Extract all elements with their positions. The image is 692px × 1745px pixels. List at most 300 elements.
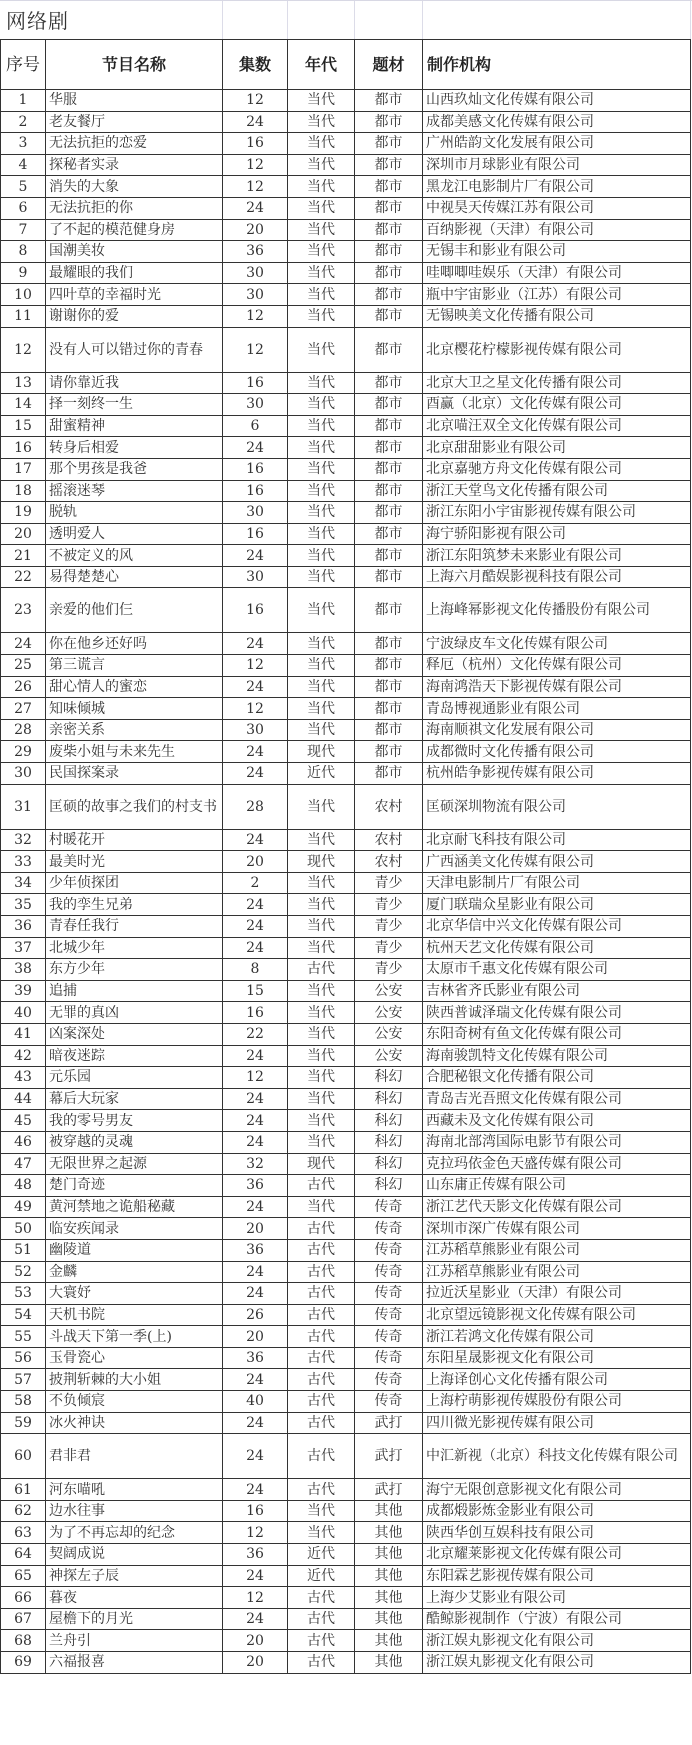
cell-era: 当代 — [288, 133, 355, 155]
table-row — [1, 1326, 691, 1348]
cell-no: 34 — [1, 872, 46, 894]
cell-episodes: 12 — [223, 655, 288, 677]
cell-episodes: 24 — [223, 633, 288, 655]
table-row — [1, 763, 691, 785]
cell-producer: 江苏稻草熊影业有限公司 — [423, 1261, 691, 1283]
table-row — [1, 1347, 691, 1369]
cell-name: 我的孪生兄弟 — [46, 894, 223, 916]
cell-era: 当代 — [288, 458, 355, 480]
cell-no: 37 — [1, 937, 46, 959]
table-row — [1, 1218, 691, 1240]
cell-era: 古代 — [288, 1412, 355, 1434]
cell-name: 边水往事 — [46, 1500, 223, 1522]
cell-name: 幕后大玩家 — [46, 1088, 223, 1110]
cell-era: 当代 — [288, 872, 355, 894]
table-row — [1, 1479, 691, 1501]
cell-genre: 公安 — [355, 1023, 423, 1045]
cell-episodes: 36 — [223, 1544, 288, 1566]
cell-era: 当代 — [288, 327, 355, 372]
cell-era: 当代 — [288, 1088, 355, 1110]
table-row — [1, 480, 691, 502]
table-row — [1, 327, 691, 372]
table-row — [1, 1608, 691, 1630]
table-row — [1, 872, 691, 894]
cell-era: 当代 — [288, 197, 355, 219]
cell-name: 亲密关系 — [46, 719, 223, 741]
cell-era: 古代 — [288, 1587, 355, 1609]
cell-episodes: 24 — [223, 197, 288, 219]
cell-era: 当代 — [288, 916, 355, 938]
cell-name: 第三谎言 — [46, 655, 223, 677]
cell-era: 当代 — [288, 284, 355, 306]
gridline — [422, 1, 423, 40]
cell-era: 当代 — [288, 1500, 355, 1522]
cell-producer: 克拉玛依金色天盛传媒有限公司 — [423, 1153, 691, 1175]
cell-genre: 都市 — [355, 327, 423, 372]
header-genre: 题材 — [355, 40, 423, 90]
cell-name: 废柴小姐与未来先生 — [46, 741, 223, 763]
cell-producer: 海南骏凯特文化传媒有限公司 — [423, 1045, 691, 1067]
cell-producer: 浙江天堂鸟文化传播有限公司 — [423, 480, 691, 502]
cell-name: 国潮美妆 — [46, 241, 223, 263]
cell-genre: 都市 — [355, 284, 423, 306]
cell-producer: 浙江东阳小宇宙影视传媒有限公司 — [423, 502, 691, 524]
gridline — [690, 1, 691, 40]
cell-episodes: 20 — [223, 1218, 288, 1240]
cell-producer: 广西涵美文化传媒有限公司 — [423, 851, 691, 873]
cell-name: 暗夜迷踪 — [46, 1045, 223, 1067]
cell-name: 探秘者实录 — [46, 154, 223, 176]
cell-era: 当代 — [288, 937, 355, 959]
cell-episodes: 12 — [223, 90, 288, 112]
cell-era: 当代 — [288, 262, 355, 284]
cell-producer: 北京嘉驰方舟文化传媒有限公司 — [423, 458, 691, 480]
gridline — [222, 1, 223, 40]
cell-era: 当代 — [288, 698, 355, 720]
cell-name: 转身后相爱 — [46, 437, 223, 459]
cell-no: 66 — [1, 1587, 46, 1609]
cell-era: 当代 — [288, 480, 355, 502]
cell-producer: 上海少艾影业有限公司 — [423, 1587, 691, 1609]
cell-era: 当代 — [288, 154, 355, 176]
cell-name: 披荆斩棘的大小姐 — [46, 1369, 223, 1391]
cell-episodes: 24 — [223, 741, 288, 763]
table-row — [1, 1369, 691, 1391]
cell-no: 5 — [1, 176, 46, 198]
cell-episodes: 16 — [223, 523, 288, 545]
cell-producer: 无锡丰和影业有限公司 — [423, 241, 691, 263]
cell-name: 青春任我行 — [46, 916, 223, 938]
cell-producer: 深圳市深广传媒有限公司 — [423, 1218, 691, 1240]
cell-genre: 都市 — [355, 698, 423, 720]
cell-episodes: 40 — [223, 1391, 288, 1413]
table-row — [1, 829, 691, 851]
table-row — [1, 176, 691, 198]
cell-name: 择一刻终一生 — [46, 394, 223, 416]
cell-name: 民国探案录 — [46, 763, 223, 785]
cell-producer: 天津电影制片厂有限公司 — [423, 872, 691, 894]
cell-no: 17 — [1, 458, 46, 480]
cell-genre: 都市 — [355, 437, 423, 459]
cell-no: 68 — [1, 1630, 46, 1652]
cell-name: 神探左子辰 — [46, 1565, 223, 1587]
cell-no: 38 — [1, 959, 46, 981]
cell-producer: 北京甜甜影业有限公司 — [423, 437, 691, 459]
cell-no: 40 — [1, 1002, 46, 1024]
cell-genre: 都市 — [355, 523, 423, 545]
cell-genre: 科幻 — [355, 1175, 423, 1197]
cell-episodes: 24 — [223, 1088, 288, 1110]
cell-era: 当代 — [288, 676, 355, 698]
cell-name: 匡硕的故事之我们的村支书 — [46, 784, 223, 829]
cell-era: 古代 — [288, 1326, 355, 1348]
cell-era: 古代 — [288, 1239, 355, 1261]
cell-episodes: 16 — [223, 480, 288, 502]
cell-name: 透明爱人 — [46, 523, 223, 545]
cell-episodes: 24 — [223, 545, 288, 567]
cell-episodes: 12 — [223, 176, 288, 198]
cell-name: 楚门奇迹 — [46, 1175, 223, 1197]
cell-genre: 传奇 — [355, 1369, 423, 1391]
cell-name: 不被定义的风 — [46, 545, 223, 567]
cell-era: 古代 — [288, 1369, 355, 1391]
cell-genre: 都市 — [355, 588, 423, 633]
cell-episodes: 12 — [223, 305, 288, 327]
cell-name: 不负倾宸 — [46, 1391, 223, 1413]
cell-producer: 东阳奇树有鱼文化传媒有限公司 — [423, 1023, 691, 1045]
cell-genre: 公安 — [355, 1045, 423, 1067]
cell-producer: 上海六月酷娱影视科技有限公司 — [423, 566, 691, 588]
cell-name: 追捕 — [46, 980, 223, 1002]
table-row — [1, 1391, 691, 1413]
cell-no: 65 — [1, 1565, 46, 1587]
cell-producer: 杭州皓争影视传媒有限公司 — [423, 763, 691, 785]
cell-name: 亲爱的他们仨 — [46, 588, 223, 633]
cell-producer: 江苏稻草熊影业有限公司 — [423, 1239, 691, 1261]
cell-genre: 都市 — [355, 241, 423, 263]
cell-name: 斗战天下第一季(上) — [46, 1326, 223, 1348]
cell-episodes: 16 — [223, 1002, 288, 1024]
table-row — [1, 545, 691, 567]
cell-producer: 太原市千惠文化传媒有限公司 — [423, 959, 691, 981]
cell-genre: 都市 — [355, 480, 423, 502]
cell-name: 无限世界之起源 — [46, 1153, 223, 1175]
cell-producer: 深圳市月球影业有限公司 — [423, 154, 691, 176]
cell-episodes: 15 — [223, 980, 288, 1002]
cell-name: 无法抗拒的你 — [46, 197, 223, 219]
cell-no: 50 — [1, 1218, 46, 1240]
cell-episodes: 12 — [223, 154, 288, 176]
cell-episodes: 36 — [223, 1347, 288, 1369]
table-row — [1, 284, 691, 306]
cell-era: 当代 — [288, 1023, 355, 1045]
cell-name: 元乐园 — [46, 1067, 223, 1089]
cell-name: 天机书院 — [46, 1304, 223, 1326]
cell-no: 13 — [1, 372, 46, 394]
cell-no: 2 — [1, 111, 46, 133]
cell-episodes: 24 — [223, 894, 288, 916]
table-row — [1, 1045, 691, 1067]
cell-producer: 瓶中宇宙影业（江苏）有限公司 — [423, 284, 691, 306]
cell-genre: 都市 — [355, 545, 423, 567]
cell-no: 24 — [1, 633, 46, 655]
cell-era: 当代 — [288, 1131, 355, 1153]
table-row — [1, 784, 691, 829]
cell-no: 28 — [1, 719, 46, 741]
cell-genre: 武打 — [355, 1479, 423, 1501]
cell-producer: 浙江若鸿文化传媒有限公司 — [423, 1326, 691, 1348]
cell-name: 谢谢你的爱 — [46, 305, 223, 327]
table-row — [1, 588, 691, 633]
cell-episodes: 20 — [223, 1652, 288, 1674]
cell-episodes: 24 — [223, 1261, 288, 1283]
table-row — [1, 676, 691, 698]
cell-era: 当代 — [288, 784, 355, 829]
cell-producer: 成都美感文化传媒有限公司 — [423, 111, 691, 133]
cell-producer: 北京望远镜影视文化传媒有限公司 — [423, 1304, 691, 1326]
cell-producer: 上海译创心文化传播有限公司 — [423, 1369, 691, 1391]
header-row — [1, 40, 691, 90]
cell-era: 古代 — [288, 959, 355, 981]
cell-producer: 海宁骄阳影视有限公司 — [423, 523, 691, 545]
cell-genre: 青少 — [355, 959, 423, 981]
table-row — [1, 741, 691, 763]
cell-producer: 北京耐飞科技有限公司 — [423, 829, 691, 851]
table-row — [1, 655, 691, 677]
cell-producer: 上海柠萌影视传媒股份有限公司 — [423, 1391, 691, 1413]
cell-episodes: 22 — [223, 1023, 288, 1045]
cell-genre: 都市 — [355, 111, 423, 133]
cell-no: 57 — [1, 1369, 46, 1391]
cell-producer: 北京大卫之星文化传播有限公司 — [423, 372, 691, 394]
cell-era: 古代 — [288, 1479, 355, 1501]
cell-era: 当代 — [288, 176, 355, 198]
cell-genre: 都市 — [355, 154, 423, 176]
cell-episodes: 30 — [223, 284, 288, 306]
cell-no: 23 — [1, 588, 46, 633]
table-row — [1, 219, 691, 241]
table-row — [1, 1652, 691, 1674]
cell-episodes: 30 — [223, 394, 288, 416]
cell-episodes: 16 — [223, 372, 288, 394]
gridline — [354, 1, 355, 40]
cell-name: 暮夜 — [46, 1587, 223, 1609]
cell-era: 近代 — [288, 1544, 355, 1566]
cell-genre: 武打 — [355, 1412, 423, 1434]
cell-producer: 北京耀莱影视文化传媒有限公司 — [423, 1544, 691, 1566]
header-era: 年代 — [288, 40, 355, 90]
cell-no: 30 — [1, 763, 46, 785]
cell-genre: 其他 — [355, 1522, 423, 1544]
cell-no: 63 — [1, 1522, 46, 1544]
cell-no: 53 — [1, 1283, 46, 1305]
cell-genre: 其他 — [355, 1608, 423, 1630]
cell-era: 当代 — [288, 588, 355, 633]
cell-producer: 酷鲸影视制作（宁波）有限公司 — [423, 1608, 691, 1630]
cell-era: 当代 — [288, 111, 355, 133]
header-producer: 制作机构 — [423, 40, 691, 90]
cell-no: 62 — [1, 1500, 46, 1522]
cell-genre: 传奇 — [355, 1326, 423, 1348]
cell-name: 黄河禁地之诡船秘藏 — [46, 1196, 223, 1218]
cell-name: 玉骨瓷心 — [46, 1347, 223, 1369]
cell-producer: 青岛博视通影业有限公司 — [423, 698, 691, 720]
cell-genre: 都市 — [355, 372, 423, 394]
cell-no: 43 — [1, 1067, 46, 1089]
cell-name: 契阔成说 — [46, 1544, 223, 1566]
cell-genre: 都市 — [355, 305, 423, 327]
cell-genre: 都市 — [355, 502, 423, 524]
cell-episodes: 36 — [223, 1175, 288, 1197]
table-row — [1, 154, 691, 176]
cell-episodes: 16 — [223, 1500, 288, 1522]
cell-episodes: 24 — [223, 1565, 288, 1587]
cell-no: 39 — [1, 980, 46, 1002]
cell-episodes: 20 — [223, 219, 288, 241]
cell-genre: 都市 — [355, 741, 423, 763]
cell-era: 当代 — [288, 241, 355, 263]
cell-no: 14 — [1, 394, 46, 416]
cell-name: 请你靠近我 — [46, 372, 223, 394]
cell-name: 知味倾城 — [46, 698, 223, 720]
cell-genre: 其他 — [355, 1587, 423, 1609]
table-row — [1, 1067, 691, 1089]
cell-producer: 拉近沃星影业（天津）有限公司 — [423, 1283, 691, 1305]
table-row — [1, 980, 691, 1002]
cell-producer: 成都微时文化传播有限公司 — [423, 741, 691, 763]
cell-producer: 百纳影视（天津）有限公司 — [423, 219, 691, 241]
cell-no: 46 — [1, 1131, 46, 1153]
cell-era: 当代 — [288, 655, 355, 677]
cell-episodes: 24 — [223, 916, 288, 938]
cell-era: 近代 — [288, 1565, 355, 1587]
cell-no: 18 — [1, 480, 46, 502]
cell-name: 兰舟引 — [46, 1630, 223, 1652]
cell-era: 当代 — [288, 1045, 355, 1067]
cell-name: 那个男孩是我爸 — [46, 458, 223, 480]
cell-episodes: 24 — [223, 1131, 288, 1153]
table-row — [1, 305, 691, 327]
cell-genre: 科幻 — [355, 1088, 423, 1110]
cell-genre: 科幻 — [355, 1131, 423, 1153]
cell-producer: 东阳星晟影视文化有限公司 — [423, 1347, 691, 1369]
cell-episodes: 24 — [223, 1110, 288, 1132]
cell-era: 古代 — [288, 1283, 355, 1305]
cell-name: 四叶草的幸福时光 — [46, 284, 223, 306]
cell-era: 当代 — [288, 305, 355, 327]
cell-name: 无法抗拒的恋爱 — [46, 133, 223, 155]
cell-no: 8 — [1, 241, 46, 263]
table-row — [1, 523, 691, 545]
cell-genre: 其他 — [355, 1630, 423, 1652]
cell-producer: 匡硕深圳物流有限公司 — [423, 784, 691, 829]
cell-producer: 东阳霖艺影视传媒有限公司 — [423, 1565, 691, 1587]
cell-no: 41 — [1, 1023, 46, 1045]
cell-name: 金麟 — [46, 1261, 223, 1283]
table-row — [1, 1500, 691, 1522]
cell-era: 古代 — [288, 1630, 355, 1652]
cell-episodes: 24 — [223, 676, 288, 698]
table-row — [1, 1002, 691, 1024]
cell-era: 古代 — [288, 1218, 355, 1240]
cell-no: 27 — [1, 698, 46, 720]
table-row — [1, 197, 691, 219]
cell-producer: 北京华信中兴文化传媒有限公司 — [423, 916, 691, 938]
cell-name: 脱轨 — [46, 502, 223, 524]
cell-episodes: 30 — [223, 566, 288, 588]
cell-no: 56 — [1, 1347, 46, 1369]
cell-no: 9 — [1, 262, 46, 284]
cell-no: 31 — [1, 784, 46, 829]
table-row — [1, 1261, 691, 1283]
cell-producer: 浙江东阳筑梦未来影业有限公司 — [423, 545, 691, 567]
cell-genre: 其他 — [355, 1652, 423, 1674]
cell-name: 少年侦探团 — [46, 872, 223, 894]
cell-name: 屋檐下的月光 — [46, 1608, 223, 1630]
cell-producer: 山西玖灿文化传媒有限公司 — [423, 90, 691, 112]
cell-no: 59 — [1, 1412, 46, 1434]
cell-era: 当代 — [288, 1522, 355, 1544]
cell-producer: 海宁无限创意影视文化有限公司 — [423, 1479, 691, 1501]
cell-producer: 四川微光影视传媒有限公司 — [423, 1412, 691, 1434]
table-row — [1, 894, 691, 916]
table-row — [1, 241, 691, 263]
cell-producer: 黑龙江电影制片厂有限公司 — [423, 176, 691, 198]
cell-producer: 宁波绿皮车文化传媒有限公司 — [423, 633, 691, 655]
table-row — [1, 394, 691, 416]
cell-era: 当代 — [288, 566, 355, 588]
header-no: 序号 — [1, 40, 46, 90]
cell-genre: 青少 — [355, 937, 423, 959]
cell-episodes: 24 — [223, 111, 288, 133]
cell-genre: 农村 — [355, 851, 423, 873]
table-row — [1, 502, 691, 524]
cell-episodes: 2 — [223, 872, 288, 894]
table-row — [1, 1412, 691, 1434]
cell-era: 古代 — [288, 1652, 355, 1674]
cell-producer: 陕西华创互娱科技有限公司 — [423, 1522, 691, 1544]
cell-no: 44 — [1, 1088, 46, 1110]
cell-episodes: 28 — [223, 784, 288, 829]
table-row — [1, 1587, 691, 1609]
cell-no: 29 — [1, 741, 46, 763]
cell-producer: 山东庸正传媒有限公司 — [423, 1175, 691, 1197]
cell-genre: 都市 — [355, 197, 423, 219]
cell-episodes: 20 — [223, 1326, 288, 1348]
cell-era: 当代 — [288, 545, 355, 567]
cell-era: 当代 — [288, 502, 355, 524]
cell-producer: 释厄（杭州）文化传媒有限公司 — [423, 655, 691, 677]
cell-genre: 青少 — [355, 916, 423, 938]
cell-genre: 科幻 — [355, 1153, 423, 1175]
drama-table — [0, 39, 691, 1674]
cell-no: 51 — [1, 1239, 46, 1261]
cell-era: 当代 — [288, 1196, 355, 1218]
cell-no: 67 — [1, 1608, 46, 1630]
cell-no: 25 — [1, 655, 46, 677]
table-row — [1, 1175, 691, 1197]
cell-episodes: 24 — [223, 763, 288, 785]
cell-no: 16 — [1, 437, 46, 459]
cell-genre: 传奇 — [355, 1304, 423, 1326]
cell-no: 6 — [1, 197, 46, 219]
cell-era: 当代 — [288, 219, 355, 241]
title-row — [0, 0, 692, 39]
cell-name: 我的零号男友 — [46, 1110, 223, 1132]
table-body — [1, 90, 691, 1674]
cell-episodes: 16 — [223, 133, 288, 155]
cell-genre: 其他 — [355, 1544, 423, 1566]
